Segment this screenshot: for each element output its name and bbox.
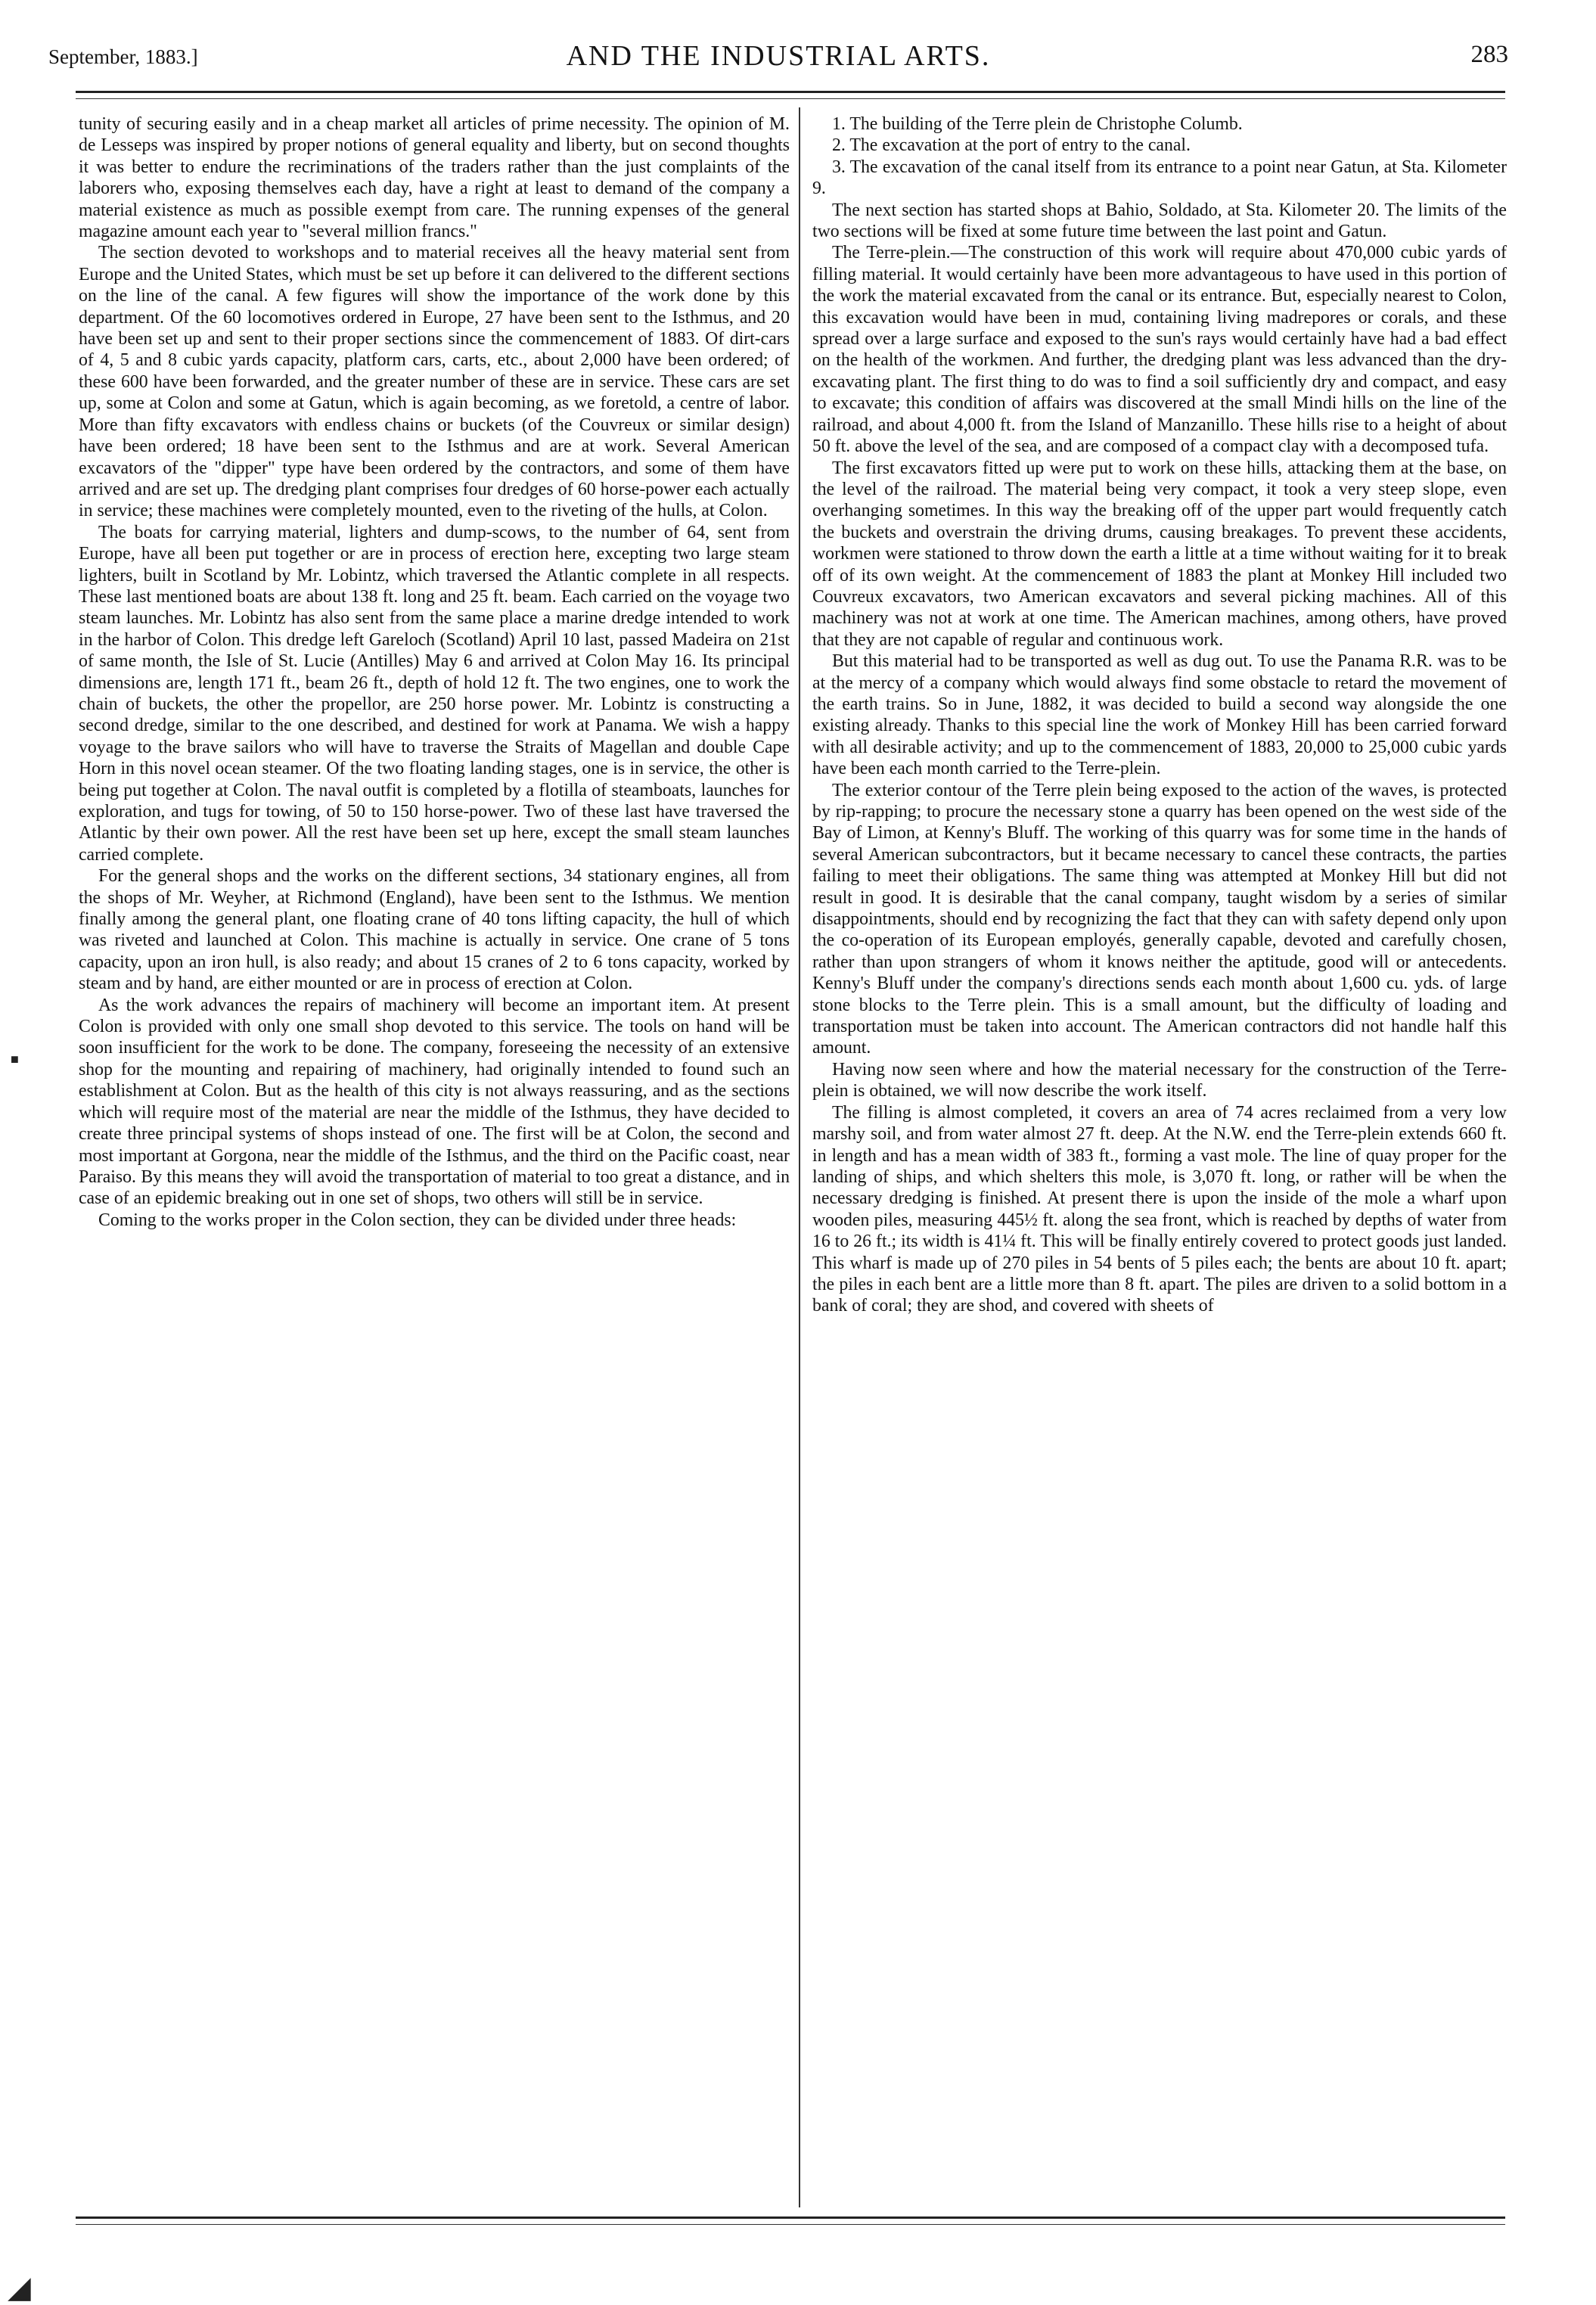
paragraph: The section devoted to workshops and to material receives all the heavy material sent from Europe and the United States, which must be set up before it can delivered to the different sections on the line of the canal. A few figures will show the importance of the work done by this department. Of the 60 locomotives ordered in Europe, 27 have been sent to the Isthmus, and 20 have been set up and sent to their proper sections since the commencement of 1883. Of dirt-cars of 4, 5 and 8 cubic yards capacity, platform cars, carts, etc., about 2,000 have been ordered; of these 600 have been forwarded, and the greater number of these are in service. These cars are set up, some at Colon and some at Gatun, which is again becoming, as we foretold, a centre of labor. More than fifty excavators with endless chains or buckets (of the Couvreux or similar design) have been ordered; 18 have been sent to the Isthmus and are at work. Several American excavators of the "dipper" type have been ordered by the contractors, and some of them have arrived and are set up. The dredging plant comprises four dredges of 60 horse-power each actually in service; these machines were completely mounted, even to the riveting of the hulls, at Colon. <box>79 243 790 521</box>
binding-mark-icon: ■ <box>11 1052 19 1067</box>
paragraph: The exterior contour of the Terre plein being exposed to the action of the waves, is protected by rip-rapping; to procure the necessary stone a quarry has been opened on the west side of the Bay of Limon, at Kenny's Bluff. The working of this quarry was for some time in the hands of several American subcontractors, but it became necessary to cancel these contracts, the parties failing to meet their obligations. The same thing was attempted at Monkey Hill but did not result in good. It is desirable that the canal company, taught wisdom by a series of similar disappointments, should end by recognizing the fact that they can with safety depend only upon the co-operation of its European employés, generally capable, devoted and carefully chosen, rather than upon strangers of whom it knows neither the aptitude, good will or antecedents. Kenny's Bluff under the company's directions sends each month about 1,600 cu. yds. of large stone blocks to the Terre plein. This is a small amount, but the difficulty of loading and transportation must be taken into account. The American contractors did not handle half this amount. <box>812 780 1507 1058</box>
paragraph: The filling is almost completed, it covers an area of 74 acres reclaimed from a very low marshy soil, and from water almost 27 ft. deep. At the N.W. end the Terre-plein extends 660 ft. in length and has a mean width of 383 ft., forming a vast mole. The line of quay proper for the landing of ships, and which shelters this mole, is 3,070 ft. long, or rather will be when the necessary dredging is finished. At present there is upon the inside of the mole a wharf upon wooden piles, measuring 445½ ft. along the sea front, which is reached by depths of water from 16 to 26 ft.; its width is 41¼ ft. This will be finally entirely covered to protect goods just landed. This wharf is made up of 270 piles in 54 bents of 5 piles each; the bents are about 10 ft. apart; the piles in each bent are a little more than 8 ft. apart. The piles are driven to a solid bottom in a bank of coral; they are shod, and covered with sheets of <box>812 1102 1507 1316</box>
paragraph: The boats for carrying material, lighters and dump-scows, to the number of 64, sent from Europe, have all been put together or are in process of erection here, excepting two large steam lighters, built in Scotland by Mr. Lobintz, which traversed the Atlantic complete in all respects. These last mentioned boats are about 138 ft. long and 25 ft. beam. Each carried on the voyage two steam launches. Mr. Lobintz has also sent from the same place a marine dredge intended to work in the harbor of Colon. This dredge left Gareloch (Scotland) April 10 last, passed Madeira on 21st of same month, the Isle of St. Lucie (Antilles) May 6 and arrived at Colon May 16. Its principal dimensions are, length 171 ft., beam 26 ft., depth of hold 12 ft. The two engines, one to work the chain of buckets, the other the propellor, are 250 horse power. Mr. Lobintz is constructing a second dredge, similar to the one described, and destined for work at Panama. We wish a happy voyage to the brave sailors who will have to traverse the Straits of Magellan and double Cape Horn in this novel ocean steamer. Of the two floating landing stages, one is in service, the other is being put together at Colon. The naval outfit is completed by a flotilla of steamboats, launches for exploration, and tugs for towing, of 50 to 150 horse-power. Two of these last have traversed the Atlantic by their own power. All the rest have been set up here, except the small steam launches carried complete. <box>79 522 790 865</box>
paragraph: The first excavators fitted up were put to work on these hills, attacking them at the base, on the level of the railroad. The material being very compact, it took a very steep slope, even overhanging sometimes. In this way the breaking off of the upper part would frequently catch the buckets and overstrain the driving drums, causing breakages. To prevent these accidents, workmen were stationed to throw down the earth a little at a time without waiting for it to break off of its own weight. At the commencement of 1883 the plant at Monkey Hill included two Couvreux excavators, two American excavators and several picking machines. All of this machinery was not at work at one time. The American machines, among others, have proved that they are not capable of regular and continuous work. <box>812 458 1507 650</box>
paragraph: For the general shops and the works on the different sections, 34 stationary engines, all from the shops of Mr. Weyher, at Richmond (England), have been sent to the Isthmus. We mention finally among the general plant, one floating crane of 40 tons lifting capacity, the hull of which was riveted and launched at Colon. This machine is actually in service. One crane of 5 tons capacity, upon an iron hull, is also ready; and about 15 cranes of 2 to 6 tons capacity, worked by steam and by hand, are either mounted or are in process of erection at Colon. <box>79 866 790 994</box>
paragraph: As the work advances the repairs of machinery will become an important item. At present Colon is provided with only one small shop devoted to this service. The tools on hand will be soon insufficient for the work to be done. The company, foreseeing the necessity of an extensive shop for the mounting and repairing of machinery, had originally intended to found such an establishment at Colon. But as the health of this city is not always reassuring, and as the sections which will require most of the material are near the middle of the Isthmus, they have decided to create three principal systems of shops instead of one. The first will be at Colon, the second and most important at Gorgona, near the middle of the Isthmus, and the third on the Pacific coast, near Paraiso. By this means they will avoid the transportation of material to too great a distance, and in case of an epidemic breaking out in one set of shops, two others will still be in service. <box>79 995 790 1209</box>
list-item: 1. The building of the Terre plein de Christophe Columb. <box>832 114 1243 134</box>
left-column <box>79 113 790 2201</box>
footer-rule-thin <box>76 2224 1505 2225</box>
column-divider <box>799 107 800 2207</box>
header-rule-thick <box>76 91 1505 93</box>
paragraph: The Terre-plein.—The construction of this work will require about 470,000 cubic yards of filling material. It would certainly have been more advantageous to have used in this portion of the work the material excavated from the canal or its entrance. But, especially nearest to Colon, this excavation would have been in mud, containing living madrepores or corals, and these spread over a large surface and exposed to the sun's rays would certainly have had a bad effect on the health of the workmen. And further, the dredging plant was less advanced than the dry-excavating plant. The first thing to do was to find a soil sufficiently dry and compact, and easy to excavate; this condition of affairs was discovered at the small Mindi hills on the line of the railroad, and about 4,000 ft. from the Island of Manzanillo. These hills rise to a height of about 50 ft. above the level of the sea, and are composed of a compact clay with a decomposed tufa. <box>812 243 1507 457</box>
right-column <box>812 113 1507 2201</box>
paragraph: The next section has started shops at Bahio, Soldado, at Sta. Kilometer 20. The limits of the two sections will be fixed at some future time between the last point and Gatun. <box>812 200 1507 242</box>
paragraph: But this material had to be transported as well as dug out. To use the Panama R.R. was to be at the mercy of a company which would always find some obstacle to retard the movement of the earth trains. So in June, 1882, it was decided to build a second way alongside the one existing already. Thanks to this special line the work of Monkey Hill has been carried forward with all desirable activity; and up to the commencement of 1883, 20,000 to 25,000 cubic yards have been each month carried to the Terre-plein. <box>812 651 1507 779</box>
footer-rule-thick <box>76 2216 1505 2219</box>
issue-date: September, 1883.] <box>48 45 198 68</box>
header-rule-thin <box>76 98 1505 99</box>
journal-title: AND THE INDUSTRIAL ARTS. <box>566 40 991 72</box>
paragraph: Having now seen where and how the material necessary for the construction of the Terre-plein is obtained, we will now describe the work itself. <box>812 1059 1507 1101</box>
list-item: 3. The excavation of the canal itself from its entrance to a point near Gatun, at Sta. Kilometer 9. <box>812 157 1507 199</box>
running-header <box>48 30 1508 76</box>
scan-corner-mark-icon: ◢ <box>8 2270 31 2304</box>
list-item: 2. The excavation at the port of entry to the canal. <box>832 135 1191 156</box>
paragraph: Coming to the works proper in the Colon section, they can be divided under three heads: <box>98 1210 737 1230</box>
paragraph: tunity of securing easily and in a cheap market all articles of prime necessity. The opinion of M. de Lesseps was inspired by proper notions of general equality and liberty, but on second thoughts it was better to endure the recriminations of the traders rather than the just complaints of the laborers who, exposing themselves each day, have a right at least to demand of the company a material existence as much as possible exempt from care. The running expenses of the general magazine amount each year to "several million francs." <box>79 114 790 242</box>
page-number: 283 <box>1470 41 1508 68</box>
